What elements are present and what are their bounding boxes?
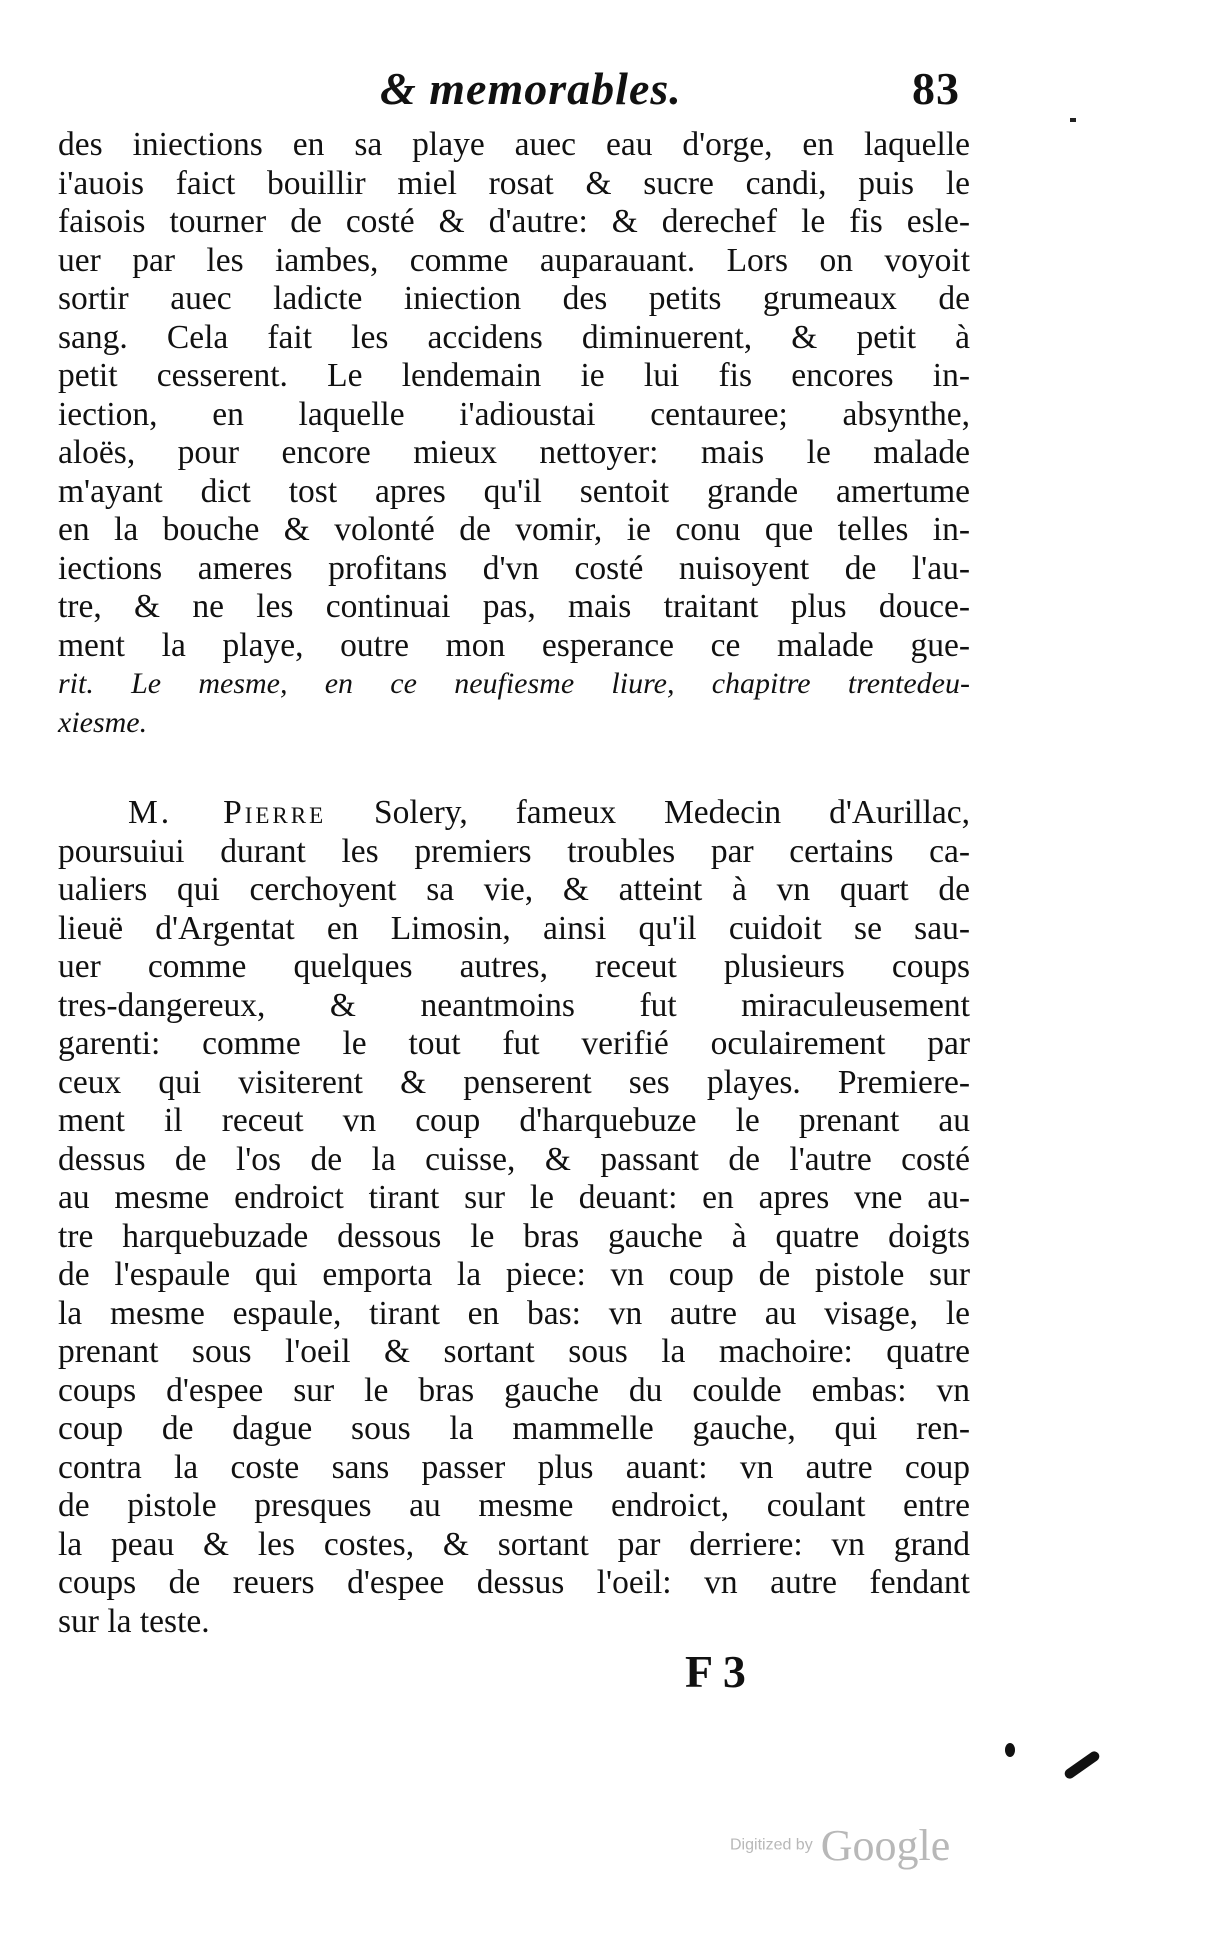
page-number: 83 <box>912 63 960 114</box>
ink-blot <box>1005 1743 1015 1757</box>
text-line: tre, & ne les continuai pas, mais traitant plus douce- <box>58 588 970 625</box>
text-line: la mesme espaule, tirant en bas: vn autre au visage, le <box>58 1294 970 1332</box>
text-line: ualiers qui cerchoyent sa vie, & atteint à vn quart de <box>58 871 970 908</box>
text-line: au mesme endroict tirant sur le deuant: en apres vne au- <box>58 1179 970 1216</box>
text-line: coup de dague sous la mammelle gauche, qui ren- <box>58 1410 970 1447</box>
text-line: i'auois faict bouillir miel rosat & sucre candi, puis le <box>58 164 970 202</box>
text-line: ment la playe, outre mon esperance ce malade gue- <box>58 626 970 664</box>
text-line: uer comme quelques autres, receut plusieurs coups <box>58 948 970 985</box>
text-line: iection, en laquelle i'adioustai centauree; absynthe, <box>58 395 970 433</box>
citation-line: xiesme. <box>58 705 148 739</box>
text-line: prenant sous l'oeil & sortant sous la machoire: quatre <box>58 1333 970 1370</box>
text-line: tres-dangereux, & neantmoins fut miraculeusement <box>58 986 970 1024</box>
running-head-title: & memorables. <box>380 63 682 114</box>
text-block <box>58 126 970 1641</box>
text-line: en la bouche & volonté de vomir, ie conu que telles in- <box>58 511 970 548</box>
text-line: m'ayant dict tost apres qu'il sentoit grande amertume <box>58 472 970 510</box>
text-line: tre harquebuzade dessous le bras gauche à quatre doigts <box>58 1217 970 1255</box>
text-line: ment il receut vn coup d'harquebuze le prenant au <box>58 1102 970 1139</box>
opening-name: M. Pierre <box>128 794 327 831</box>
first-line-text: Solery, fameux Medecin d'Aurillac, <box>374 794 970 831</box>
text-line: poursuiui durant les premiers troubles par certains ca- <box>58 832 970 870</box>
digitized-watermark <box>730 1820 950 1871</box>
paragraph-gap <box>58 742 970 794</box>
text-line: la peau & les costes, & sortant par derriere: vn grand <box>58 1525 970 1563</box>
text-line: dessus de l'os de la cuisse, & passant de l'autre costé <box>58 1140 970 1178</box>
signature-mark: F 3 <box>685 1646 746 1697</box>
citation-line: rit. Le mesme, en ce neufiesme liure, chapitre trentedeu- <box>58 667 970 700</box>
text-line: ceux qui visiterent & penserent ses playes. Premiere- <box>58 1063 970 1101</box>
paragraph-1 <box>58 126 970 742</box>
text-line: sortir auec ladicte iniection des petits grumeaux de <box>58 280 970 317</box>
text-line: coups d'espee sur le bras gauche du coulde embas: vn <box>58 1371 970 1409</box>
text-line: iections ameres profitans d'vn costé nuisoyent de l'au- <box>58 549 970 587</box>
paragraph-2 <box>58 794 970 1641</box>
text-line: aloës, pour encore mieux nettoyer: mais le malade <box>58 434 970 471</box>
ink-stroke <box>1063 1749 1102 1780</box>
text-line: lieuë d'Argentat en Limosin, ainsi qu'il cuidoit se sau- <box>58 909 970 947</box>
google-logo: Google <box>820 1821 951 1870</box>
text-line: sang. Cela fait les accidens diminuerent, & petit à <box>58 318 970 356</box>
text-line-first <box>58 794 970 833</box>
text-line: uer par les iambes, comme auparauant. Lors on voyoit <box>58 241 970 279</box>
text-line: petit cesserent. Le lendemain ie lui fis encores in- <box>58 357 970 394</box>
text-line-last: sur la teste. <box>58 1602 210 1640</box>
text-line: faisois tourner de costé & d'autre: & derechef le fis esle- <box>58 203 970 240</box>
text-line: de pistole presques au mesme endroict, coulant entre <box>58 1487 970 1524</box>
text-line: garenti: comme le tout fut verifié oculairement par <box>58 1025 970 1062</box>
text-line: coups de reuers d'espee dessus l'oeil: vn autre fendant <box>58 1564 970 1601</box>
text-line: contra la coste sans passer plus auant: vn autre coup <box>58 1448 970 1486</box>
text-line: des iniections en sa playe auec eau d'orge, en laquelle <box>58 126 970 163</box>
watermark-digitized-text: Digitized by <box>730 1836 813 1854</box>
running-head <box>380 62 960 122</box>
text-line: de l'espaule qui emporta la piece: vn coup de pistole sur <box>58 1256 970 1293</box>
ink-speck <box>1070 118 1076 122</box>
